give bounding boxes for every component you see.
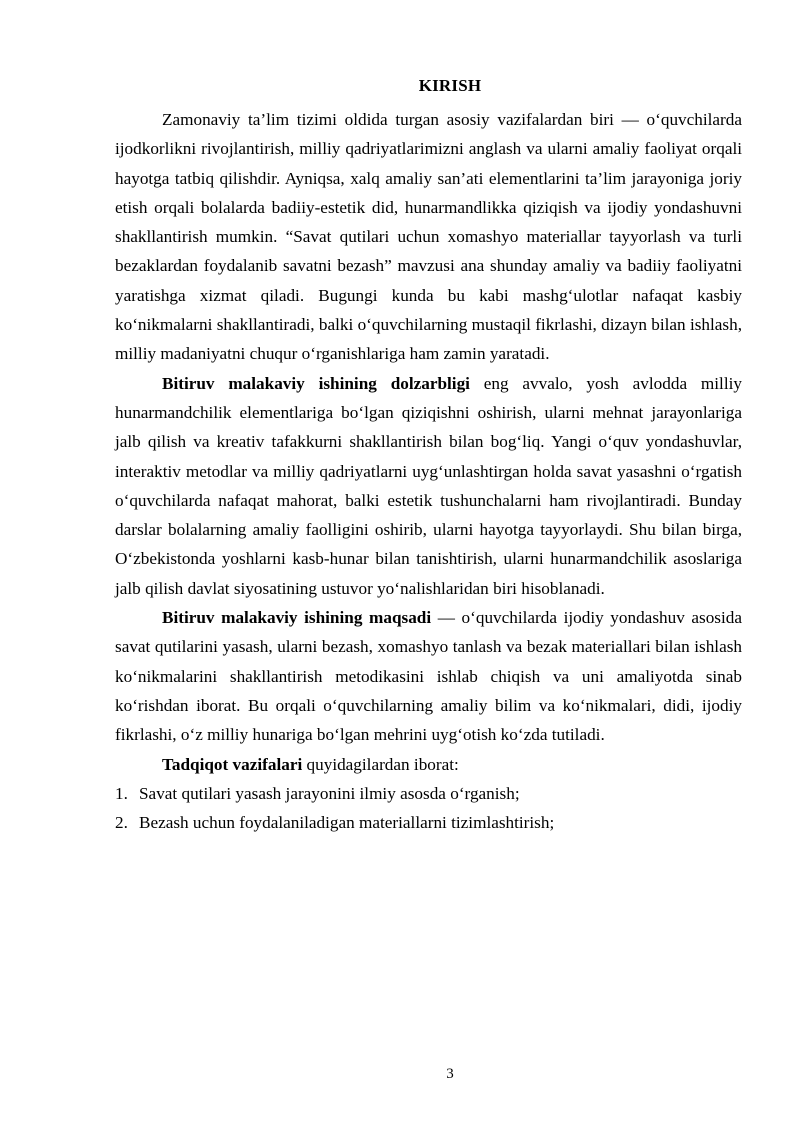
paragraph-intro [115, 105, 742, 369]
paragraph-lead: Bitiruv malakaviy ishining dolzarbligi [162, 373, 470, 393]
page-number: 3 [446, 1066, 454, 1082]
page-title: KIRISH [418, 76, 482, 95]
list-item [115, 808, 742, 837]
paragraph-lead: Tadqiqot vazifalari [162, 754, 303, 774]
list-item [115, 779, 742, 808]
paragraph-tasks-intro [115, 750, 742, 779]
document-body [115, 105, 742, 837]
paragraph-text: — o‘quvchilarda ijodiy yondashuv asosida savat qutilarini yasash, ularni bezash, xomashyo tanlash va bezak materiallari bilan ishlash ko‘nikmalarini shakllantirish metodikasini ishlab chiqish va uni amaliyotda sinab ko‘rishdan iborat. Bu orqali o‘quvchilarning amaliy bilim va ko‘nikmalari, didi, ijodiy fikrlashi, o‘z milliy hunariga bo‘lgan mehrini uyg‘otish ko‘zda tutiladi. [115, 608, 742, 745]
tasks-list [115, 779, 742, 838]
paragraph-relevance [115, 369, 742, 603]
paragraph-text: eng avvalo, yosh avlodda milliy hunarmandchilik elementlariga bo‘lgan qiziqishni oshirish, ularni mehnat jarayonlariga jalb qilish va kreativ tafakkurni shakllantirish bilan bog‘liq. Yangi o‘quv yondashuvlar, interaktiv metodlar va milliy qadriyatlarni uyg‘unlashtirgan holda savat yasashni o‘rgatish o‘quvchilarda nafaqat mahorat, balki estetik tushunchalarni ham rivojlantiradi. Bunday darslar bolalarning amaliy faolligini oshirib, ularni hayotga tayyorlaydi. Shu bilan birga, O‘zbekistonda yoshlarni kasb-hunar bilan tanishtirish, ularni hunarmandchilik asoslariga jalb qilish davlat siyosatining ustuvor yo‘nalishlaridan biri hisoblanadi. [115, 373, 742, 598]
list-item-text: Savat qutilari yasash jarayonini ilmiy asosda o‘rganish; [139, 783, 520, 803]
paragraph-goal [115, 603, 742, 749]
paragraph-text: quyidagilardan iborat: [302, 754, 459, 774]
list-item-text: Bezash uchun foydalaniladigan materiallarni tizimlashtirish; [139, 813, 555, 833]
list-item-number: 2. [115, 813, 128, 833]
paragraph-text: Zamonaviy ta’lim tizimi oldida turgan asosiy vazifalardan biri — o‘quvchilarda ijodkorlikni rivojlantirish, milliy qadriyatlarimizni anglash va ularni amaliy faoliyat orqali hayotga tatbiq qilishdir. Ayniqsa, xalq amaliy san’ati elementlarini ta’lim jarayoniga joriy etish orqali bolalarda badiiy-estetik did, hunarmandlikka qiziqish va ijodiy yondashuvni shakllantirish mumkin. “Savat qutilari uchun xomashyo materiallar tayyorlash va turli bezaklardan foydalanib savatni bezash” mavzusi ana shunday amaliy va badiiy faoliyatni yaratishga xizmat qiladi. Bugungi kunda bu kabi mashg‘ulotlar nafaqat kasbiy ko‘nikmalarni shakllantiradi, balki o‘quvchilarning mustaqil fikrlashi, dizayn bilan ishlash, milliy madaniyatni chuqur o‘rganishlariga ham zamin yaratadi. [115, 110, 742, 364]
paragraph-lead: Bitiruv malakaviy ishining maqsadi [162, 608, 432, 628]
list-item-number: 1. [115, 783, 128, 803]
